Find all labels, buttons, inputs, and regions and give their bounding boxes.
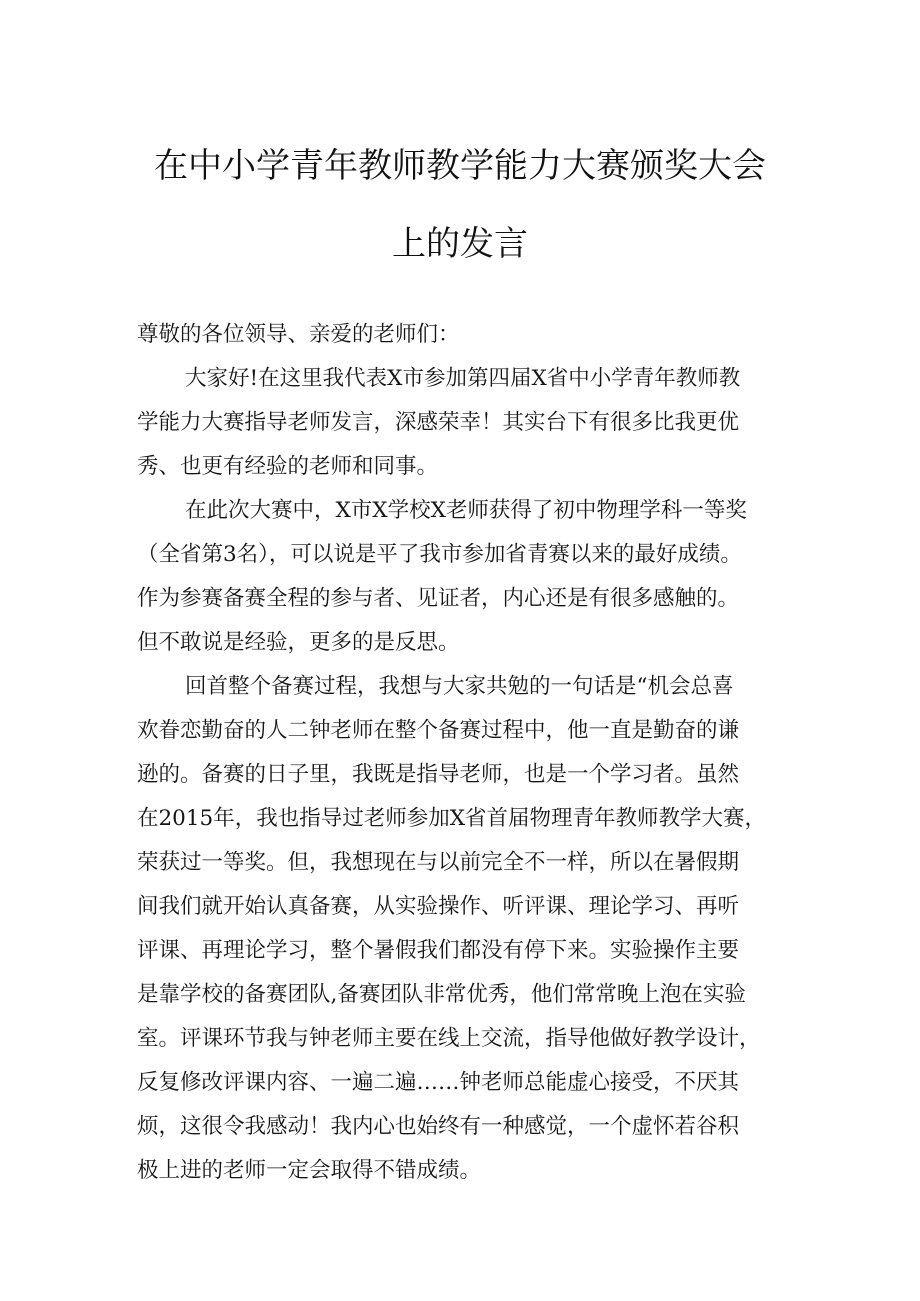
paragraph-3-line-2: 欢眷恋勤奋的人二钟老师在整个备赛过程中，他一直是勤奋的谦 [137, 718, 740, 743]
paragraph-3-line-6: 间我们就开始认真备赛，从实验操作、听评课、理论学习、再听 [137, 894, 740, 919]
speech-body [137, 313, 792, 1183]
salutation: 尊敬的各位领导、亲爱的老师们： [137, 322, 460, 347]
paragraph-3-line-5: 荣获过一等奖。但，我想现在与以前完全不一样，所以在暑假期 [137, 850, 740, 875]
paragraph-3-line-3: 逊的。备赛的日子里，我既是指导老师，也是一个学习者。虽然 [137, 762, 740, 787]
paragraph-3-line-11: 烦，这很令我感动！我内心也始终有一种感觉，一个虚怀若谷积 [137, 1114, 740, 1139]
paragraph-1-line-1: 大家好!在这里我代表X市参加第四届X省中小学青年教师教 [185, 366, 741, 391]
paragraph-3-line-4: 在2015年，我也指导过老师参加X省首届物理青年教师教学大赛， [137, 806, 767, 831]
paragraph-3-line-8: 是靠学校的备赛团队,备赛团队非常优秀，他们常常晚上泡在实验 [137, 982, 746, 1007]
paragraph-3-line-9: 室。评课环节我与钟老师主要在线上交流，指导他做好教学设计， [137, 1026, 761, 1051]
paragraph-2-line-3: 作为参赛备赛全程的参与者、见证者，内心还是有很多感触的。 [137, 586, 740, 611]
paragraph-3-line-1: 回首整个备赛过程，我想与大家共勉的一句话是“机会总喜 [185, 674, 734, 699]
paragraph-3-line-12: 极上进的老师一定会取得不错成绩。 [137, 1158, 482, 1183]
paragraph-3-line-7: 评课、再理论学习，整个暑假我们都没有停下来。实验操作主要 [137, 938, 740, 963]
paragraph-1-line-3: 秀、也更有经验的老师和同事。 [137, 454, 439, 479]
paragraph-2-line-4: 但不敢说是经验，更多的是反思。 [137, 630, 460, 655]
page-title-line-1: 在中小学青年教师教学能力大赛颁奖大会 [154, 146, 766, 186]
paragraph-3-line-10: 反复修改评课内容、一遍二遍……钟老师总能虚心接受，不厌其 [137, 1070, 740, 1095]
paragraph-2-line-2: （全省第3名），可以说是平了我市参加省青赛以来的最好成绩。 [137, 542, 742, 567]
paragraph-2-line-1: 在此次大赛中，X市X学校X老师获得了初中物理学科一等奖 [185, 498, 747, 523]
page-title-line-2: 上的发言 [392, 224, 528, 264]
paragraph-1-line-2: 学能力大赛指导老师发言，深感荣幸！其实台下有很多比我更优 [137, 410, 740, 435]
